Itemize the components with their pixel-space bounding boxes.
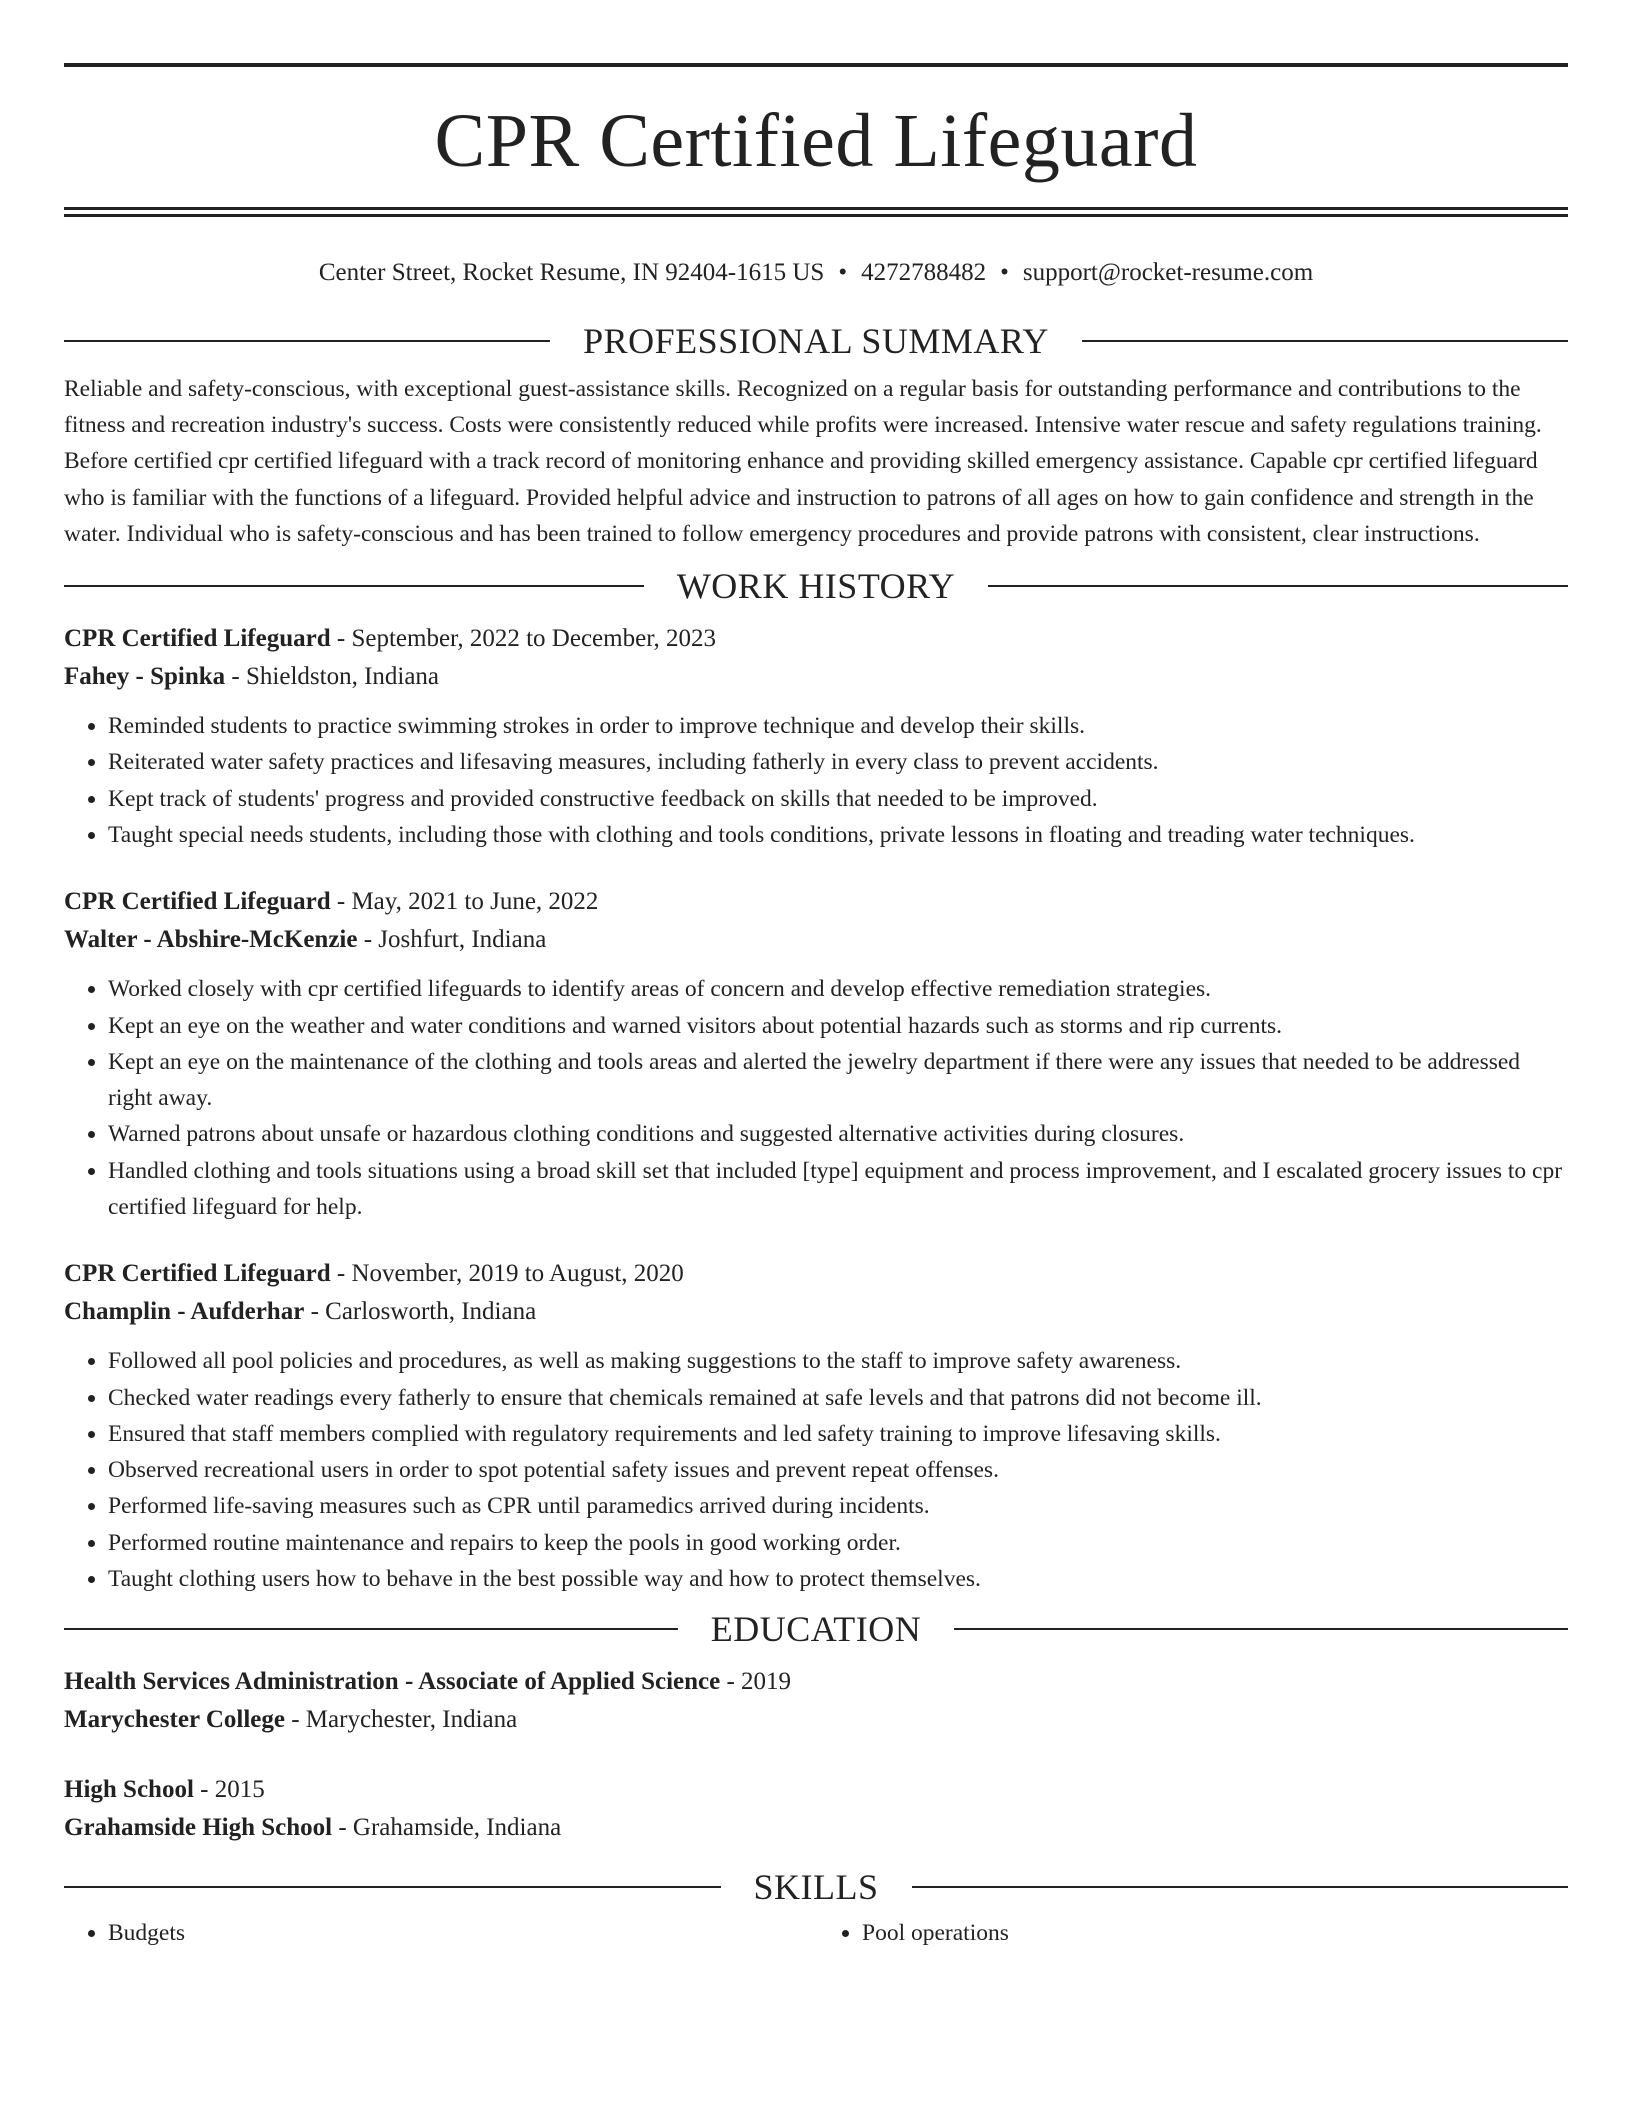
contact-phone[interactable]: 4272788482	[861, 259, 987, 286]
education-school-line	[64, 1809, 1568, 1847]
job-bullet: • Observed recreational users in order to spot potential safety issues and prevent repeat offenses.	[108, 1452, 1568, 1488]
contact-line	[64, 251, 1568, 295]
job-bullet: • Taught special needs students, including those with clothing and tools conditions, private lessons in floating and treading water techniques.	[108, 817, 1568, 853]
education-degree: High School	[64, 1776, 194, 1804]
job-title: CPR Certified Lifeguard	[64, 888, 331, 916]
job-company: Champlin - Aufderhar	[64, 1298, 305, 1326]
job-company-line	[64, 658, 1568, 696]
job-bullet: • Performed routine maintenance and repairs to keep the pools in good working order.	[108, 1525, 1568, 1561]
job-entry	[64, 1255, 1568, 1597]
job-bullet: • Warned patrons about unsafe or hazardous clothing conditions and suggested alternative activities during closures.	[108, 1116, 1568, 1152]
education-year: - 2015	[193, 1776, 265, 1804]
summary-text: Reliable and safety-conscious, with exceptional guest-assistance skills. Recognized on a regular basis for outstanding performance and contributions to the fitness and recreation industry's success. Costs were consistently reduced while profits were increased. Intensive water rescue and safety regulations training. Before certified cpr certified lifeguard with a track record of monitoring enhance and providing skilled emergency assistance. Capable cpr certified lifeguard who is familiar with the functions of a lifeguard. Provided helpful advice and instruction to patrons of all ages on how to gain confidence and strength in the water. Individual who is safety-conscious and has been trained to follow emergency procedures and provide patrons with consistent, clear instructions.	[64, 376, 1542, 547]
job-bullet: • Kept an eye on the weather and water conditions and warned visitors about potential hazards such as storms and rip currents.	[108, 1008, 1568, 1044]
skills-heading: SKILLS	[753, 1867, 879, 1908]
education-location: - Marychester, Indiana	[284, 1706, 518, 1734]
education-degree-line	[64, 1663, 1568, 1701]
education-degree: Health Services Administration - Associate of Applied Science	[64, 1668, 721, 1696]
job-bullet: • Handled clothing and tools situations using a broad skill set that included [type] equipment and process improvement, and I escalated grocery issues to cpr certified lifeguard for help.	[108, 1153, 1568, 1226]
work-heading: WORK HISTORY	[676, 566, 956, 607]
job-bullet: • Worked closely with cpr certified lifeguards to identify areas of concern and develop effective remediation strategies.	[108, 971, 1568, 1007]
job-bullet: • Ensured that staff members complied with regulatory requirements and led safety training to improve lifesaving skills.	[108, 1416, 1568, 1452]
resume-name: CPR Certified Lifeguard	[434, 99, 1198, 183]
job-title-line	[64, 1255, 1568, 1293]
job-company: Walter - Abshire-McKenzie	[64, 926, 358, 954]
education-entry	[64, 1771, 1568, 1847]
job-bullet: • Kept an eye on the maintenance of the clothing and tools areas and alerted the jewelry department if there were any issues that needed to be addressed right away.	[108, 1044, 1568, 1117]
education-school-line	[64, 1701, 1568, 1739]
section-rule	[988, 585, 1568, 587]
job-company-line	[64, 921, 1568, 959]
skills-left-column	[64, 1915, 814, 1951]
section-rule	[64, 340, 550, 342]
job-title-line	[64, 883, 1568, 921]
section-rule	[64, 1886, 721, 1888]
job-bullet: • Reminded students to practice swimming strokes in order to improve technique and develop their skills.	[108, 708, 1568, 744]
skill-item: • Pool operations	[862, 1915, 1568, 1951]
resume-page	[64, 0, 1568, 1951]
job-dates: - November, 2019 to August, 2020	[330, 1260, 684, 1288]
job-bullet: • Followed all pool policies and procedures, as well as making suggestions to the staff to improve safety awareness.	[108, 1343, 1568, 1379]
job-title: CPR Certified Lifeguard	[64, 1260, 331, 1288]
education-section-header	[64, 1609, 1568, 1650]
contact-email[interactable]: support@rocket-resume.com	[1022, 259, 1314, 286]
job-title: CPR Certified Lifeguard	[64, 625, 331, 653]
job-entry	[64, 883, 1568, 1225]
job-bullet: • Checked water readings every fatherly to ensure that chemicals remained at safe levels and that patrons did not become ill.	[108, 1380, 1568, 1416]
education-entry	[64, 1663, 1568, 1739]
job-entry	[64, 620, 1568, 853]
job-bullet: • Taught clothing users how to behave in the best possible way and how to protect themselves.	[108, 1561, 1568, 1597]
job-bullets	[64, 708, 1568, 853]
education-year: - 2019	[720, 1668, 792, 1696]
job-bullet: • Reiterated water safety practices and lifesaving measures, including fatherly in every class to prevent accidents.	[108, 744, 1568, 780]
section-rule	[954, 1628, 1568, 1630]
job-bullet: • Kept track of students' progress and provided constructive feedback on skills that needed to be improved.	[108, 781, 1568, 817]
job-bullets	[64, 971, 1568, 1225]
section-rule	[64, 1628, 678, 1630]
education-location: - Grahamside, Indiana	[332, 1814, 562, 1842]
job-dates: - May, 2021 to June, 2022	[330, 888, 599, 916]
section-rule	[1082, 340, 1568, 342]
skills-right-column	[814, 1915, 1568, 1951]
education-degree-line	[64, 1771, 1568, 1809]
job-company: Fahey - Spinka	[64, 663, 226, 691]
contact-separator: •	[1000, 259, 1009, 286]
job-location: - Joshfurt, Indiana	[357, 926, 547, 954]
skills-section-header	[64, 1867, 1568, 1908]
job-location: - Shieldston, Indiana	[225, 663, 440, 691]
job-company-line	[64, 1293, 1568, 1331]
top-rule	[64, 63, 1568, 67]
education-school: Marychester College	[64, 1706, 285, 1734]
job-bullets	[64, 1343, 1568, 1597]
contact-address: Center Street, Rocket Resume, IN 92404-1615 US	[318, 259, 825, 286]
job-title-line	[64, 620, 1568, 658]
summary-section-header	[64, 323, 1568, 359]
summary-heading: PROFESSIONAL SUMMARY	[583, 321, 1049, 361]
job-dates: - September, 2022 to December, 2023	[330, 625, 717, 653]
education-school: Grahamside High School	[64, 1814, 333, 1842]
name-double-rule	[64, 207, 1568, 217]
skill-item: • Budgets	[108, 1915, 814, 1951]
skills-grid	[64, 1915, 1568, 1951]
contact-separator: •	[838, 259, 848, 286]
work-section-header	[64, 566, 1568, 607]
section-rule	[912, 1886, 1569, 1888]
job-location: - Carlosworth, Indiana	[304, 1298, 537, 1326]
job-bullet: • Performed life-saving measures such as CPR until paramedics arrived during incidents.	[108, 1488, 1568, 1524]
section-rule	[64, 585, 644, 587]
education-heading: EDUCATION	[710, 1609, 922, 1650]
